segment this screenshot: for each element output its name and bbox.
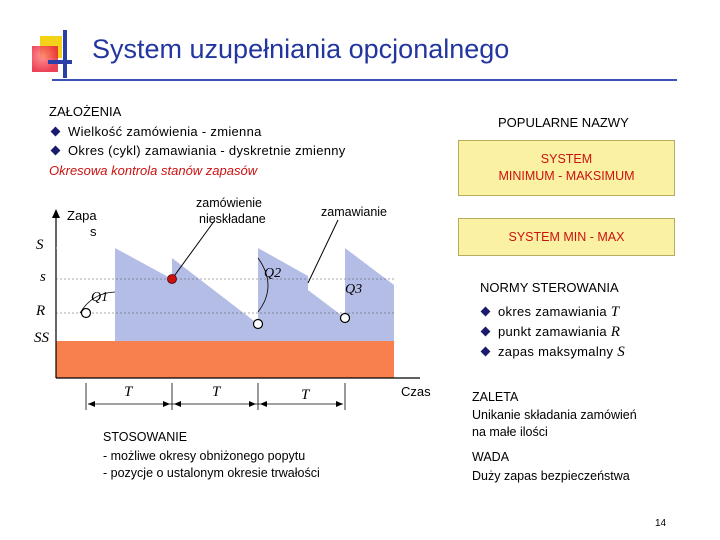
- callout-not-ordered-continued: nieskładane: [199, 212, 266, 226]
- assumption-item: Wielkość zamówienia - zmienna: [52, 124, 262, 139]
- assumptions-note: Okresowa kontrola stanów zapasów: [49, 163, 258, 178]
- disadvantage-heading: WADA: [472, 450, 510, 464]
- level-label-SS: SS: [34, 330, 49, 346]
- norm-item: punkt zamawiania R: [482, 324, 620, 341]
- y-axis-label: Zapa: [67, 208, 97, 223]
- page-number: 14: [655, 518, 667, 529]
- application-heading: STOSOWANIE: [103, 430, 188, 444]
- name-box-min-max: SYSTEM MINIMUM - MAKSIMUM: [458, 140, 675, 196]
- quantity-label-q1: Q1: [91, 290, 109, 305]
- period-label: T: [124, 384, 133, 400]
- y-axis-label-continued: s: [90, 224, 97, 239]
- advantage-line: na małe ilości: [472, 425, 548, 439]
- quantity-label-q3: Q3: [345, 282, 363, 297]
- control-norms-heading: NORMY STEROWANIA: [480, 280, 619, 295]
- safety-stock-band: [56, 341, 394, 378]
- assumption-item: Okres (cykl) zamawiania - dyskretnie zmienny: [52, 143, 346, 158]
- advantage-line: Unikanie składania zamówień: [472, 408, 637, 422]
- review-point-marker: [254, 320, 263, 329]
- period-label: T: [301, 387, 310, 403]
- norm-item: zapas maksymalny S: [482, 344, 625, 361]
- level-label-R: R: [36, 303, 46, 319]
- name-box-min-max-short: SYSTEM MIN - MAX: [458, 218, 675, 256]
- application-line: - pozycje o ustalonym okresie trwałości: [103, 466, 320, 480]
- application-line: - możliwe okresy obniżonego popytu: [103, 449, 306, 463]
- level-label-s: s: [40, 269, 46, 285]
- popular-names-heading: POPULARNE NAZWY: [498, 115, 629, 130]
- advantage-heading: ZALETA: [472, 390, 519, 404]
- order-not-placed-marker: [168, 275, 177, 284]
- slide-title: System uzupełniania opcjonalnego: [92, 34, 510, 64]
- period-label: T: [212, 384, 221, 400]
- disadvantage-line: Duży zapas bezpieczeństwa: [472, 469, 630, 483]
- callout-ordering: zamawianie: [321, 205, 388, 219]
- review-point-marker: [82, 309, 91, 318]
- level-label-S: S: [36, 237, 44, 253]
- quantity-label-q2: Q2: [264, 266, 282, 281]
- x-axis-label: Czas: [401, 384, 431, 399]
- review-point-marker: [341, 314, 350, 323]
- assumptions-heading: ZAŁOŻENIA: [49, 104, 122, 119]
- norm-item: okres zamawiania T: [482, 304, 619, 321]
- callout-not-ordered: zamówienie: [196, 196, 263, 210]
